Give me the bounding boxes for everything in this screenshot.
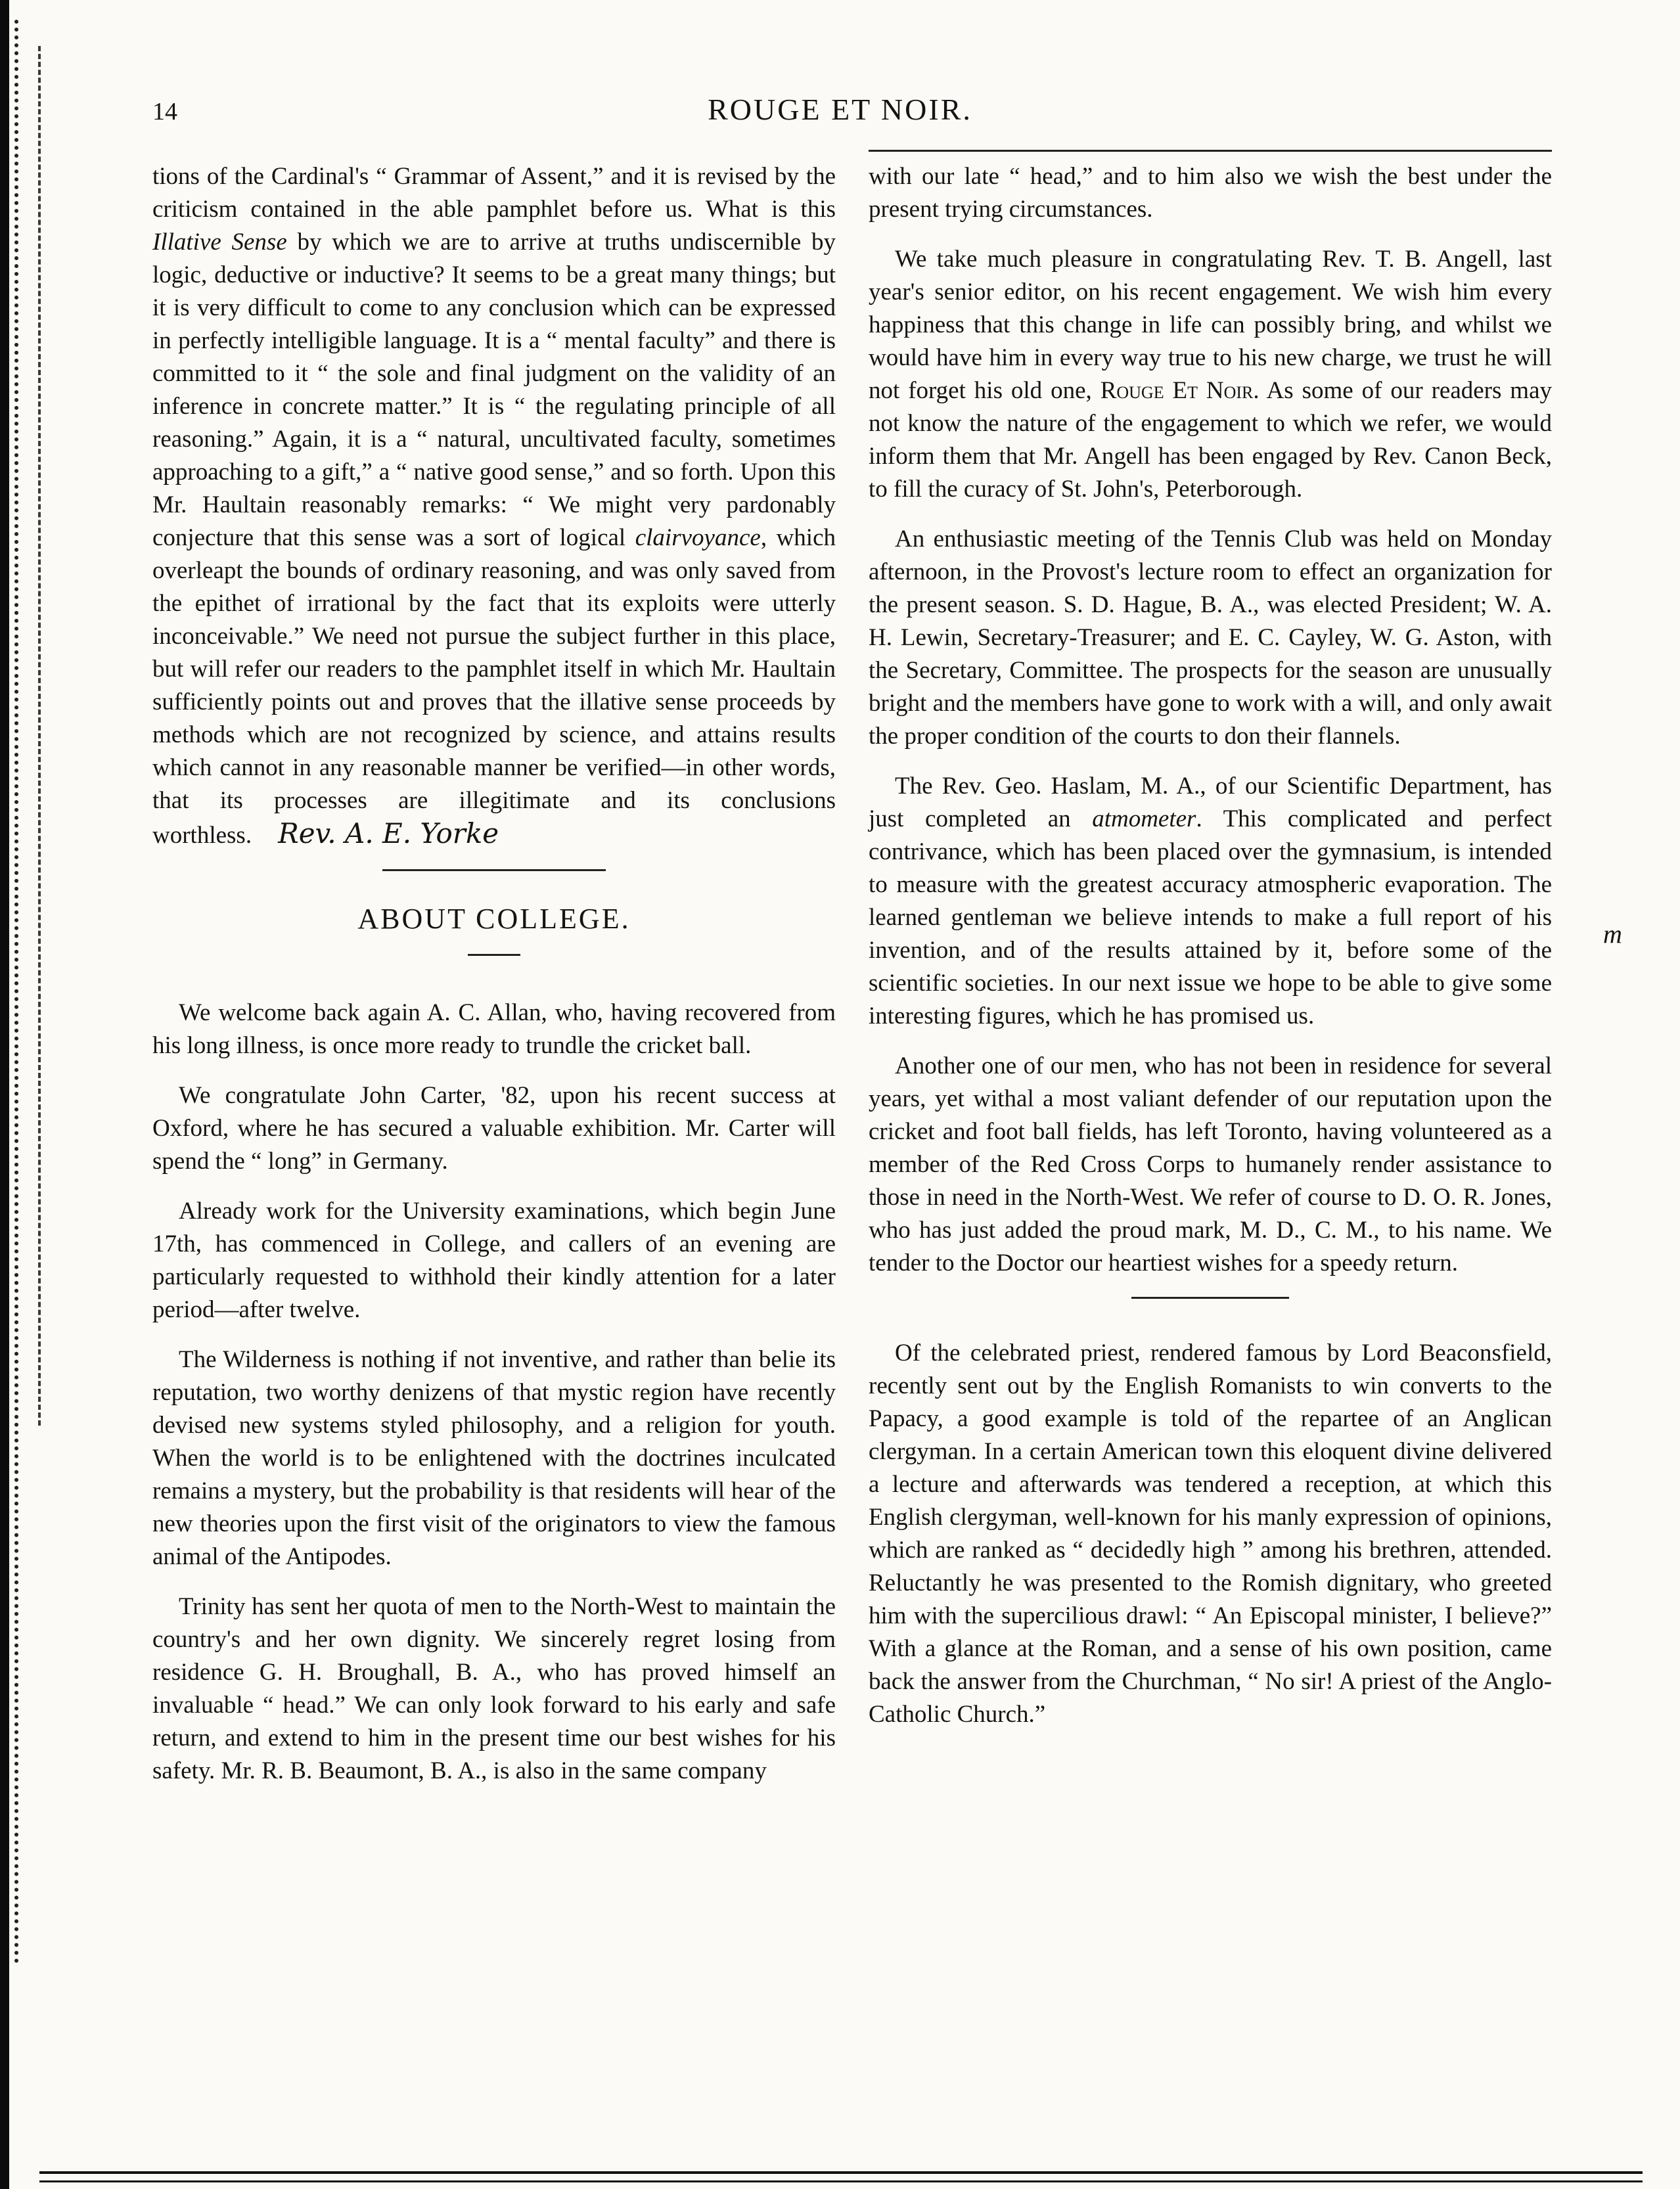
news-paragraph: We take much pleasure in congratulating Rev. T. B. Angell, last year's senior editor, on his recent engagement. We wish him every happiness that this change in life can possibly bring, and whilst we would have him in every way true to his new charge, we trust he will not forget his old one, Rouge Et Noir. As some of our readers may not know the nature of the engagement to which we refer, we would inform them that Mr. Angell has been engaged by Rev. Canon Beck, to fill the curacy of St. John's, Peterborough. [869,246,1552,503]
page-number: 14 [152,98,177,125]
news-paragraph: Trinity has sent her quota of men to the North-West to maintain the country's and her own dignity. We sincerely regret losing from residence G. H. Broughall, B. A., who has proved himself an invaluable “ head.” We can only look forward to his early and safe return, and extend to him in the present time our best wishes for his safety. Mr. R. B. Beaumont, B. A., is also in the same company [152,1593,836,1784]
italic-term: Illative Sense [152,229,287,256]
handwritten-signature: Rev. A. E. Yorke [278,817,499,849]
header-rule [869,150,1552,152]
binding-stitching-secondary [38,46,41,1426]
article-paragraph: tions of the Cardinal's “ Grammar of Assent,” and it is revised by the criticism contained in the able pamphlet before us. What is this Illative Sense by which we are to arrive at truths undiscernible by logic, deductive or inductive? It seems to be a great many things; but it is very difficult to come to any conclusion which can be expressed in perfectly intelligible language. It is a “ mental faculty” and there is committed to it “ the sole and final judgment on the validity of an inference in concrete matter.” It is “ the regulating principle of all reasoning.” Again, it is a “ natural, uncultivated faculty, sometimes approaching to a gift,” a “ native good sense,” and so forth. Upon this Mr. Haultain reasonably remarks: “ We might very pardonably conjecture that this sense was a sort of logical clairvoyance, which overleapt the bounds of ordinary reasoning, and was only saved from the epithet of irrational by the fact that its exploits were utterly inconceivable.” We need not pursue the subject further in this place, but will refer our readers to the pamphlet itself in which Mr. Haultain sufficiently points out and proves that the illative sense proceeds by methods which are not recognized by science, and attains results which cannot in any reasonable manner be verified—in other words, that its processes are illegitimate and its conclusions worthless. Rev. A. E. Yorke [152,163,836,849]
journal-title: ROUGE ET NOIR. [708,93,972,126]
italic-term: clairvoyance [635,524,761,551]
journal-name-smallcaps: Rouge Et Noir [1100,377,1254,404]
news-paragraph: The Rev. Geo. Haslam, M. A., of our Scientific Department, has just completed an atmometer. This complicated and perfect contrivance, which has been placed over the gymnasium, is intended to measure with the greatest accuracy atmospheric evaporation. The learned gentleman we believe intends to make a full report of his invention, and of the results attained by it, before some of the scientific societies. In our next issue we hope to be able to give some interesting figures, which he has promised us. [869,773,1552,1029]
news-paragraph: Already work for the University examinations, which begin June 17th, has commenced in College, and callers of an evening are particularly requested to withhold their kindly attention for a later period—after twelve. [152,1198,836,1323]
handwritten-margin-correction: m [1603,919,1622,949]
news-paragraph: The Wilderness is nothing if not inventive, and rather than belie its reputation, two worthy denizens of that mystic region have recently devised new systems styled philosophy, and a religion for youth. When the world is to be enlightened with the doctrines inculcated remains a mystery, but the probability is that residents will hear of the new theories upon the first visit of the originators to view the famous animal of the Antipodes. [152,1346,836,1570]
section-divider [382,869,606,871]
left-column [152,160,836,1805]
anecdote-paragraph: Of the celebrated priest, rendered famous by Lord Beaconsfield, recently sent out by the English Romanists to win converts to the Papacy, a good example is told of the repartee of an Anglican clergyman. In a certain American town this eloquent divine delivered a lecture and afterwards was tendered a reception, at which this English clergyman, well-known for his manly expression of opinions, which are ranked as “ decidedly high ” among his brethren, attended. Reluctantly he was presented to the Romish dignitary, who greeted him with the supercilious drawl: “ An Episcopal minister, I believe?” With a glance at the Roman, and a sense of his own position, came back the answer from the Churchman, “ No sir! A priest of the Anglo-Catholic Church.” [869,1340,1552,1728]
news-paragraph: We welcome back again A. C. Allan, who, having recovered from his long illness, is once more ready to trundle the cricket ball. [152,999,836,1059]
right-column [869,160,1552,1748]
news-paragraph: Another one of our men, who has not been in residence for several years, yet withal a most valiant defender of our reputation upon the cricket and foot ball fields, has left Toronto, having volunteered as a member of the Red Cross Corps to humanely render assistance to those in need in the North-West. We refer of course to D. O. R. Jones, who has just added the proud mark, M. D., C. M., to his name. We tender to the Doctor our heartiest wishes for a speedy return. [869,1052,1552,1276]
news-paragraph: An enthusiastic meeting of the Tennis Club was held on Monday afternoon, in the Provost's lecture room to effect an organization for the present season. S. D. Hague, B. A., was elected President; W. A. H. Lewin, Secretary-Treasurer; and E. C. Cayley, W. G. Aston, with the Secretary, Committee. The prospects for the season are unusually bright and the members have gone to work with a will, and only await the proper condition of the courts to don their flannels. [869,526,1552,750]
section-divider [1131,1297,1289,1299]
binding-stitching [14,20,18,1964]
news-paragraph: with our late “ head,” and to him also we wish the best under the present trying circumstances. [869,163,1552,223]
news-paragraph: We congratulate John Carter, '82, upon his recent success at Oxford, where he has secured a valuable exhibition. Mr. Carter will spend the “ long” in Germany. [152,1082,836,1175]
page-bottom-edge [39,2171,1643,2182]
binding-edge [0,0,9,2189]
section-heading: ABOUT COLLEGE. [357,903,631,935]
heading-dash [468,954,520,956]
italic-term: atmometer [1092,805,1196,832]
